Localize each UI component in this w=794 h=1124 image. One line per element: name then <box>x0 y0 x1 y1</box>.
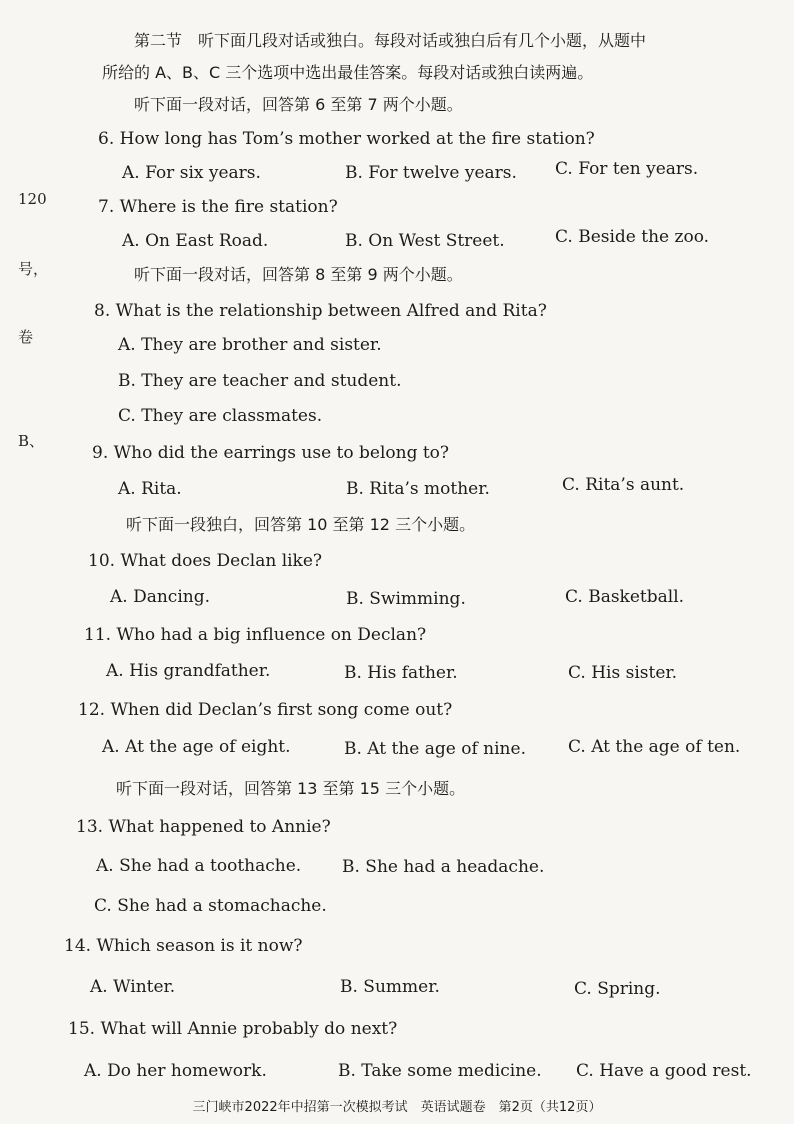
option-b[interactable]: B. They are teacher and student. <box>118 371 402 391</box>
option-c[interactable]: C. At the age of ten. <box>568 737 741 757</box>
question-text: Which season is it now? <box>96 936 303 956</box>
question-text: What does Declan like? <box>120 551 323 571</box>
option-b[interactable]: B. Take some medicine. <box>338 1061 542 1081</box>
option-b[interactable]: B. At the age of nine. <box>344 739 526 759</box>
question-number: 6. <box>98 129 115 149</box>
question-6 <box>98 128 595 150</box>
question-number: 13. <box>76 817 104 837</box>
group-intro: 听下面一段对话，回答第 13 至第 15 三个小题。 <box>116 779 466 798</box>
question-number: 11. <box>84 625 112 645</box>
option-c[interactable]: C. Have a good rest. <box>576 1061 752 1081</box>
question-number: 14. <box>64 936 92 956</box>
option-b[interactable]: B. Rita’s mother. <box>346 479 490 499</box>
margin-note: 卷 <box>18 328 34 346</box>
option-c[interactable]: C. For ten years. <box>555 159 699 179</box>
question-number: 7. <box>98 197 115 217</box>
question-text: How long has Tom’s mother worked at the fire station? <box>119 129 595 149</box>
question-14 <box>64 935 303 957</box>
page-footer: 三门峡市2022年中招第一次模拟考试 英语试题卷 第2页（共12页） <box>192 1100 602 1115</box>
option-b[interactable]: B. Summer. <box>340 977 440 997</box>
option-c[interactable]: C. His sister. <box>568 663 678 683</box>
margin-note: B、 <box>18 432 45 450</box>
question-number: 15. <box>68 1019 96 1039</box>
margin-note: 120 <box>18 190 47 208</box>
option-a[interactable]: A. Dancing. <box>110 587 210 607</box>
option-b[interactable]: B. Swimming. <box>346 589 466 609</box>
question-text: When did Declan’s first song come out? <box>110 700 453 720</box>
option-a[interactable]: A. They are brother and sister. <box>118 335 382 355</box>
option-b[interactable]: B. She had a headache. <box>342 857 545 877</box>
option-c[interactable]: C. Spring. <box>574 979 661 999</box>
section-heading-line2: 所给的 A、B、C 三个选项中选出最佳答案。每段对话或独白读两遍。 <box>102 63 594 82</box>
question-11 <box>84 624 426 646</box>
question-number: 8. <box>94 301 111 321</box>
option-a[interactable]: A. Winter. <box>90 977 176 997</box>
option-a[interactable]: A. Do her homework. <box>84 1061 267 1081</box>
group-intro: 听下面一段对话，回答第 6 至第 7 两个小题。 <box>134 95 463 114</box>
question-9 <box>92 442 449 464</box>
option-b[interactable]: B. His father. <box>344 663 458 683</box>
option-b[interactable]: B. On West Street. <box>345 231 505 251</box>
question-number: 9. <box>92 443 109 463</box>
option-a[interactable]: A. For six years. <box>122 163 261 183</box>
question-text: Who had a big influence on Declan? <box>116 625 427 645</box>
option-c[interactable]: C. Basketball. <box>565 587 685 607</box>
section-heading-line1: 第二节 听下面几段对话或独白。每段对话或独白后有几个小题，从题中 <box>134 31 647 50</box>
option-b[interactable]: B. For twelve years. <box>345 163 517 183</box>
option-a[interactable]: A. At the age of eight. <box>102 737 291 757</box>
option-c[interactable]: C. Rita’s aunt. <box>562 475 685 495</box>
question-number: 10. <box>88 551 116 571</box>
question-number: 12. <box>78 700 106 720</box>
question-7 <box>98 196 338 218</box>
option-c[interactable]: C. She had a stomachache. <box>94 896 327 916</box>
option-a[interactable]: A. On East Road. <box>122 231 269 251</box>
question-text: Who did the earrings use to belong to? <box>113 443 450 463</box>
question-15 <box>68 1018 397 1040</box>
question-text: What is the relationship between Alfred and Rita? <box>115 301 547 321</box>
option-a[interactable]: A. Rita. <box>118 479 182 499</box>
question-13 <box>76 816 331 838</box>
option-a[interactable]: A. His grandfather. <box>106 661 271 681</box>
question-text: What happened to Annie? <box>108 817 331 837</box>
question-text: What will Annie probably do next? <box>100 1019 398 1039</box>
option-a[interactable]: A. She had a toothache. <box>96 856 302 876</box>
question-12 <box>78 699 452 721</box>
option-c[interactable]: C. They are classmates. <box>118 406 323 426</box>
option-c[interactable]: C. Beside the zoo. <box>555 227 710 247</box>
question-10 <box>88 550 322 572</box>
group-intro: 听下面一段独白，回答第 10 至第 12 三个小题。 <box>126 515 476 534</box>
question-text: Where is the fire station? <box>119 197 338 217</box>
group-intro: 听下面一段对话，回答第 8 至第 9 两个小题。 <box>134 265 463 284</box>
margin-note: 号， <box>18 260 49 278</box>
question-8 <box>94 300 547 322</box>
